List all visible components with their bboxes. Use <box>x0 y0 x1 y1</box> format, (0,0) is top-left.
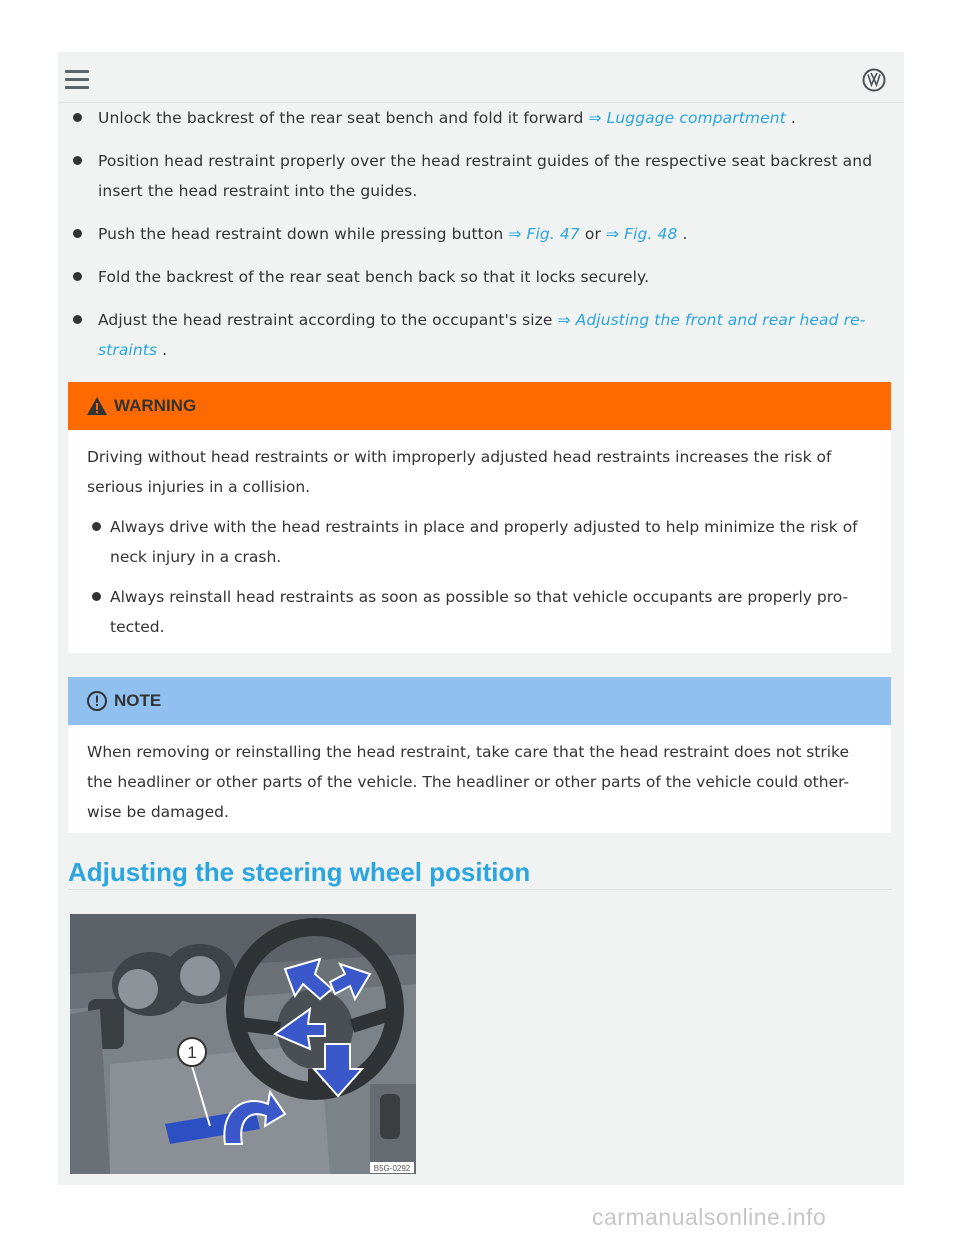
list-item: Position head restraint properly over the head restraint guides of the respective seat backrest and insert the head restraint into the guides. <box>68 146 890 206</box>
note-text: When removing or reinstalling the head restraint, take care that the head restraint does not strike the headliner or other parts of the vehicle. The headliner or other parts of the vehicle could other-wise be damaged. <box>87 743 850 821</box>
note-title: NOTE <box>114 691 162 710</box>
list-item: Fold the backrest of the rear seat bench back so that it locks securely. <box>68 262 890 292</box>
fig-47-link[interactable]: ⇒ Fig. 47 <box>508 225 585 243</box>
note-header <box>68 677 891 725</box>
callout-number: 1 <box>187 1043 197 1062</box>
warning-box <box>68 382 891 653</box>
warning-triangle-icon <box>86 396 108 416</box>
warning-header <box>68 382 891 430</box>
top-bar <box>58 52 904 103</box>
figure-code: B5G-0292 <box>373 1164 411 1173</box>
steering-wheel-figure <box>70 914 416 1174</box>
steering-wheel-illustration <box>70 914 416 1174</box>
info-circle-icon <box>86 690 108 712</box>
adjusting-head-restraints-link[interactable]: ⇒ Adjusting the front and rear head re-straints <box>98 311 866 359</box>
warning-title: WARNING <box>114 396 197 415</box>
list-item: Unlock the backrest of the rear seat bench and fold it forward ⇒ Luggage compartment . <box>68 103 890 133</box>
list-item: Push the head restraint down while pressing button ⇒ Fig. 47 or ⇒ Fig. 48 . <box>68 219 890 249</box>
vw-logo-icon[interactable] <box>862 68 886 92</box>
luggage-compartment-link[interactable]: ⇒ Luggage compartment <box>588 109 791 127</box>
warning-item: Always drive with the head restraints in place and properly adjusted to help minimize the risk of neck injury in a crash. <box>87 512 871 572</box>
warning-intro: Driving without head restraints or with improperly adjusted head restraints increases the risk of serious injuries in a collision. <box>87 448 832 496</box>
hamburger-menu-icon[interactable] <box>65 70 89 90</box>
section-title: Adjusting the steering wheel position <box>68 857 892 890</box>
list-item: Adjust the head restraint according to the occupant's size ⇒ Adjusting the front and rear head re-straints . <box>68 305 890 365</box>
warning-item: Always reinstall head restraints as soon as possible so that vehicle occupants are properly pro-tected. <box>87 582 871 642</box>
note-box <box>68 677 891 833</box>
watermark: carmanualsonline.info <box>592 1204 827 1230</box>
fig-48-link[interactable]: ⇒ Fig. 48 <box>605 225 683 243</box>
instruction-list <box>68 103 890 378</box>
